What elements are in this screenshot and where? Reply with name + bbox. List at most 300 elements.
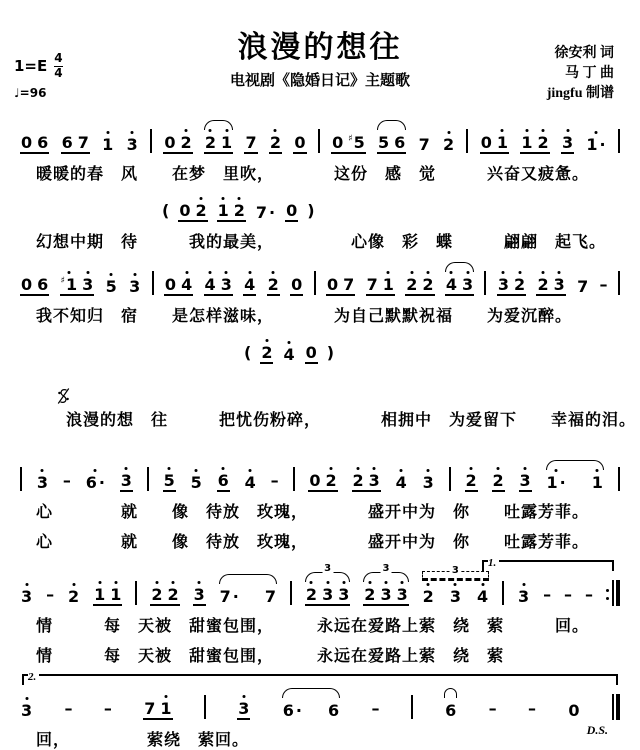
triplet-number: 3 [382,563,390,574]
note-number: 7 [144,699,156,718]
notation-line-6 [20,563,620,606]
note [261,337,272,361]
note-number: 0 [305,343,317,362]
note-group [363,563,408,606]
note [68,581,79,605]
note [21,695,32,719]
time-top: 4 [54,51,63,65]
note [353,465,364,489]
note [37,127,48,151]
lyrics-line-2: 幻想中期 待 我的最美， 心像 彩 蝶 翩翩 起飞。 [36,234,607,251]
octave-dot [25,697,28,700]
octave-dot [342,581,345,584]
note [181,269,192,293]
note-group [244,467,257,492]
quarter-note-icon: ♩ [14,85,20,100]
note [446,269,457,293]
notation-line-4-fill [244,336,620,364]
notation-line-7 [20,686,620,720]
barline [466,129,468,153]
note-number: 0 [164,275,177,294]
note-number: 3 [497,275,509,294]
note-group [331,127,366,154]
note [286,195,297,219]
tempo-marking [14,86,63,100]
note-group [536,269,565,296]
note-number: 6 [282,701,294,720]
note-group [282,339,295,364]
note-number: 0 [164,133,176,152]
note [462,269,473,293]
note-number: 7 [219,587,231,606]
note [165,269,176,293]
note [309,465,320,489]
octave-dot [200,197,203,200]
note [218,465,229,489]
note-group [190,467,203,492]
second-ending-bracket [22,671,618,685]
note-group [150,579,179,606]
octave-dot [185,129,188,132]
note [396,467,407,491]
note-group [85,467,106,492]
note-number: 3 [368,471,380,490]
note-group [519,465,532,492]
note-number: 2 [269,133,282,152]
note [245,467,256,491]
octave-dot [114,581,117,584]
octave-dot [558,271,561,274]
note-group [269,127,282,154]
note [328,695,339,719]
note-group [492,465,505,492]
octave-dot [426,271,429,274]
note [195,195,206,219]
dash-continuation: – [62,471,71,490]
final-barline [612,694,620,720]
note-number: 7 [366,275,378,294]
note-number: 2 [305,585,318,604]
octave-dot [98,581,101,584]
octave-dot [373,467,376,470]
note [86,467,105,491]
note-group [219,581,277,606]
note-group [290,269,303,296]
note-number: 4 [283,345,295,364]
note-group [561,127,574,154]
dash-continuation: – [103,699,112,718]
note [294,127,305,151]
barline [152,271,154,295]
octave-dot [410,271,413,274]
note-number: 5 [105,277,117,296]
note-group [60,269,95,296]
note-number: 3 [193,585,205,604]
dal-segno-label: D.S. [586,723,608,737]
note-number: 3 [82,275,94,294]
note-group [305,337,318,364]
note [61,269,78,293]
note [562,127,573,151]
augmentation-dot: · [599,135,606,154]
dash-continuation: – [46,585,55,604]
octave-dot [209,271,212,274]
note [586,129,605,153]
octave-dot [288,341,291,344]
note [283,695,302,719]
note-number: 3 [518,587,530,606]
note-number: 2 [204,133,217,152]
note-group [395,467,408,492]
note-number: 1 [102,135,114,154]
note-group [308,465,337,492]
note-number: 3 [21,701,33,720]
note [326,465,337,489]
credit-notation: jingfu 制谱 [546,86,614,101]
note-number: 2 [68,587,80,606]
octave-dot [225,271,228,274]
note [194,579,205,603]
note-group [480,127,509,154]
note-number: 7 [577,277,589,296]
note [205,269,216,293]
note-group [20,695,33,720]
octave-dot [385,581,388,584]
note [450,581,461,605]
note-group [418,129,431,154]
note-number: 7 [255,203,268,222]
note-group [20,581,33,606]
note-number: 3 [220,275,232,294]
note-number: 0 [332,133,344,152]
note [466,465,477,489]
note-number: 6 [445,701,457,720]
note [445,695,456,719]
octave-dot [155,581,158,584]
note [244,269,255,293]
note-number: 5 [163,471,175,490]
note-group [366,269,395,296]
octave-dot [110,273,113,276]
barline [135,581,137,605]
note-number: 3 [380,585,392,604]
barline [449,467,451,491]
credit-composer: 马 丁 曲 [565,66,614,81]
note [106,271,117,295]
note-group [326,269,355,296]
note [423,467,434,491]
note [268,269,279,293]
note [369,465,380,489]
barline [20,467,22,491]
lyrics-line-4-text: 浪漫的想 往 把忧伤粉碎， 相拥中 为爱留下 幸福的泪。 [66,412,637,429]
lyrics-line-6-verse2: 情 每 天被 甜蜜包围， 永远在爱路上萦 绕 萦 [36,648,505,665]
note-number: 0 [480,133,492,152]
note-number: 2 [195,201,207,220]
note [568,695,579,719]
note-group [126,129,139,154]
thin [612,580,614,606]
note-number: 0 [179,201,191,220]
note-group [20,127,49,154]
octave-dot [168,467,171,470]
note-group [255,197,276,222]
note [127,129,138,153]
note-group [105,271,118,296]
note-number: 2 [422,275,434,294]
octave-dot [242,695,245,698]
note-number: 0 [309,471,321,490]
octave-dot [466,271,469,274]
octave-dot [481,583,484,586]
parenthesis: ( [244,343,252,363]
note [110,579,121,603]
note-group [305,563,350,606]
octave-dot [542,271,545,274]
note [167,579,178,603]
thin [612,694,614,720]
note-group [405,269,434,296]
octave-dot [502,271,505,274]
octave-dot [209,129,212,132]
note-number: 2 [492,471,504,490]
tempo-value: =96 [19,85,47,100]
note [306,337,317,361]
octave-dot [72,583,75,586]
note [221,269,232,293]
note-group [164,269,193,296]
dash-continuation: – [543,585,552,604]
barline [502,581,504,605]
octave-dot [525,129,528,132]
note [383,269,394,293]
octave-dot [427,583,430,586]
note [121,465,132,489]
note-number: 1 [221,133,233,152]
note-number: 5 [378,133,390,152]
note [160,693,171,717]
note-group [61,127,90,154]
octave-dot [400,469,403,472]
octave-dot [447,131,450,134]
note [520,465,531,489]
note-number: 6 [394,133,406,152]
octave-dot [497,467,500,470]
note [577,271,588,295]
octave-dot [330,467,333,470]
lyrics-line-6-verse1: 情 每 天被 甜蜜包围， 永远在爱路上萦 绕 萦 回。 [36,618,590,635]
note-number: 3 [561,133,574,152]
note [21,269,32,293]
note-number: 3 [396,585,408,604]
lyrics-line-7: 回， 萦绕 萦回。 [36,732,250,749]
note-number: 7 [418,135,430,154]
barline [484,271,486,295]
barline [314,271,316,295]
first-ending-bracket [482,557,614,571]
note [380,579,391,603]
note-number: 3 [553,275,565,294]
note-number: 6 [37,275,49,294]
note [498,269,509,293]
thick [616,694,620,720]
note-number: 3 [449,587,461,606]
note [338,579,349,603]
note-number: 7 [245,133,257,152]
octave-dot [454,583,457,586]
note-number: 6 [85,473,97,492]
lyrics-line-5-verse1: 心 就 像 待放 玫瑰， 盛开中为 你 吐露芳菲。 [36,504,590,521]
barline [204,695,206,719]
note [367,269,378,293]
note [256,197,275,221]
note-group [267,269,280,296]
note [291,269,302,293]
note-number: 2 [364,585,376,604]
note [518,581,529,605]
note [164,127,175,151]
note [592,467,603,491]
time-bottom: 4 [54,65,63,80]
repeat-dot [606,589,609,592]
octave-dot [594,131,597,134]
note [423,581,434,605]
octave-dot [274,129,277,132]
note-group [546,467,604,492]
octave-dot [272,271,275,274]
note [191,467,202,491]
dash-continuation: – [64,699,73,718]
note-group [143,693,172,720]
note-group [352,465,381,492]
credits [547,44,614,104]
note-number: 1 [591,473,603,492]
note-number: 2 [443,135,455,154]
note-number: 3 [322,585,334,604]
note-number: 2 [537,133,549,152]
note [493,465,504,489]
note-number: 7 [264,587,277,606]
note [348,127,365,151]
note-group [244,127,257,154]
note-number: 1 [160,699,172,718]
note-group [163,127,192,154]
octave-dot [357,467,360,470]
note [537,269,548,293]
note-number: 3 [461,275,474,294]
lyrics-line-4 [36,371,637,448]
note [218,195,229,219]
note [547,467,566,491]
note-group [67,581,80,606]
note-number: 6 [327,701,340,720]
note-group [101,129,114,154]
note-number: 4 [244,473,256,492]
note [180,127,191,151]
note-number: 1 [110,585,122,604]
augmentation-dot: · [232,587,239,606]
note-number: 4 [204,275,216,294]
octave-dot [566,129,569,132]
octave-dot [249,469,252,472]
note [364,579,375,603]
note-number: 3 [238,699,250,718]
note-number: 2 [406,275,418,294]
note-group [585,129,606,154]
note-group [193,579,206,606]
note-number: 2 [465,471,477,490]
note-number: 5 [190,473,202,492]
octave-dot [518,271,521,274]
octave-dot [387,271,390,274]
dash-continuation: – [528,699,537,718]
octave-dot [133,273,136,276]
note-group [36,467,49,492]
note-number: 6 [217,471,229,490]
note-group [128,271,141,296]
octave-dot [401,581,404,584]
octave-dot [172,581,175,584]
note-number: 3 [36,473,48,492]
octave-dot [248,271,251,274]
score [0,120,640,750]
note-number: 1 [217,201,229,220]
octave-dot [326,581,329,584]
note-group [20,269,49,296]
note [37,467,48,491]
dash-continuation: – [371,699,380,718]
note-group [178,195,207,222]
note [521,127,532,151]
note-number: 0 [21,133,33,152]
note [443,129,454,153]
note-number: 2 [267,275,279,294]
dash-continuation: – [564,585,573,604]
note [394,127,405,151]
note [21,127,32,151]
note-number: 7 [343,275,355,294]
barline [290,581,292,605]
note-number: 3 [21,587,33,606]
octave-dot [225,129,228,132]
note-group [497,269,526,296]
parenthesis: ) [326,343,335,363]
note-number: 2 [233,201,245,220]
octave-dot [470,467,473,470]
note [327,269,338,293]
octave-dot [522,583,525,586]
song-title: 浪漫的想往 [237,31,403,64]
barline [293,467,295,491]
augmentation-dot: · [559,473,566,492]
note-group [237,693,250,720]
time-signature [54,52,62,81]
octave-dot [222,197,225,200]
note [144,693,155,717]
note [538,127,549,151]
repeat-dot [606,597,609,600]
octave-dot [524,467,527,470]
note-group [465,465,478,492]
octave-dot [25,583,28,586]
note [554,269,565,293]
note-group [217,195,246,222]
octave-dot [106,131,109,134]
note-number: 6 [37,133,49,152]
note-number: 3 [519,471,531,490]
barline [147,467,149,491]
octave-dot [310,581,313,584]
